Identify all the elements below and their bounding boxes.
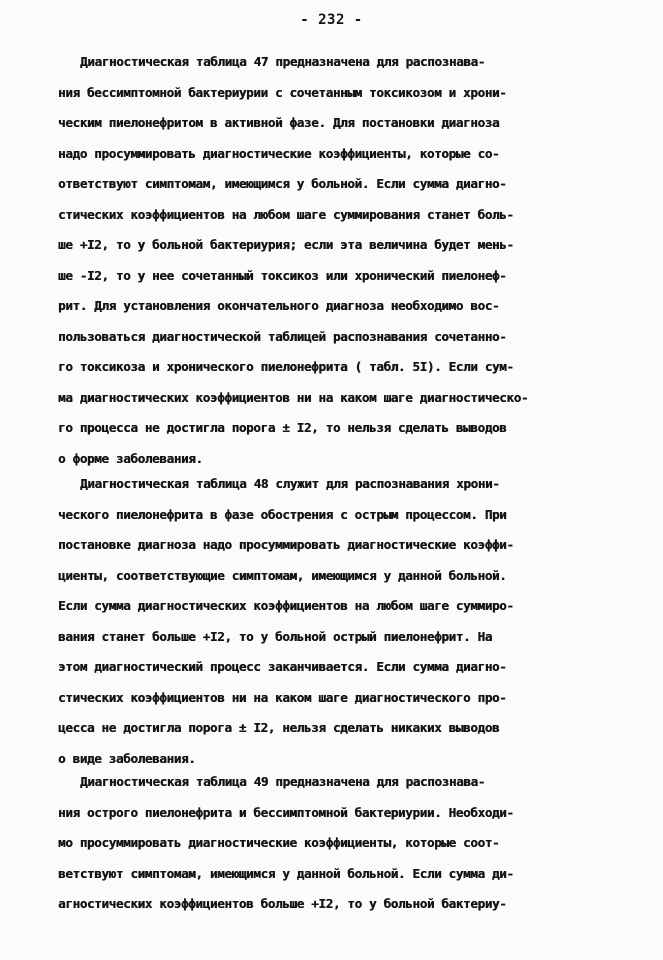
text-line: надо просуммировать диагностические коэффициенты, которые со-	[58, 145, 500, 161]
text-line: ния бессимптомной бактериурии с сочетанным токсикозом и хрони-	[58, 84, 507, 100]
text-line: стических коэффициентов на любом шаге суммирования станет боль-	[58, 206, 514, 222]
text-line: Диагностическая таблица 49 предназначена для распознава-	[80, 774, 485, 789]
text-line: цесса не достигла порога ± I2, нельзя сделать никаких выводов	[58, 720, 500, 735]
text-line: ческого пиелонефрита в фазе обострения с острым процессом. При	[58, 506, 507, 522]
text-line: Если сумма диагностических коэффициентов на любом шаге суммиро-	[58, 598, 514, 613]
text-line: ответствуют симптомам, имеющимся у больной. Если сумма диагно-	[58, 176, 507, 191]
text-line: стических коэффициентов ни на каком шаге диагностического про-	[58, 689, 507, 705]
text-line: ческим пиелонефритом в активной фазе. Для постановки диагноза	[58, 115, 500, 130]
text-line: пользоваться диагностической таблицей распознавания сочетанно-	[58, 328, 507, 344]
text-line: ветствуют симптомам, имеющимся у данной больной. Если сумма ди-	[58, 865, 514, 881]
text-line: вания станет больше +I2, то у больной острый пиелонефрит. На	[58, 628, 492, 644]
text-line: го процесса не достигла порога ± I2, то нельзя сделать выводов	[58, 420, 507, 435]
text-line: ния острого пиелонефрита и бессимптомной бактериурии. Необходи-	[58, 804, 514, 820]
text-line: ма диагностических коэффициентов ни на каком шаге диагностическо-	[58, 389, 529, 405]
text-line: о виде заболевания.	[58, 750, 196, 766]
text-line: ше +I2, то у больной бактериурия; если эта величина будет мень-	[58, 237, 514, 252]
text-line: рит. Для установления окончательного диагноза необходимо вос-	[58, 298, 500, 313]
text-line: Диагностическая таблица 47 предназначена для распознава-	[80, 54, 485, 69]
text-line: циенты, соответствующие симптомам, имеющимся у данной больной.	[58, 567, 507, 583]
text-line: го токсикоза и хронического пиелонефрита ( табл. 5I). Если сум-	[58, 359, 514, 374]
text-line: этом диагностический процесс заканчивается. Если сумма диагно-	[58, 659, 507, 674]
paragraph-table-48	[58, 469, 618, 774]
text-line: агностических коэффициентов больше +I2, то у больной бактериу-	[58, 896, 507, 911]
text-line: постановке диагноза надо просуммировать диагностические коэффи-	[58, 537, 514, 552]
paragraph-table-47	[58, 47, 618, 474]
page-number: - 232 -	[300, 12, 363, 28]
text-line: ше -I2, то у нее сочетанный токсикоз или хронический пиелонеф-	[58, 267, 507, 283]
text-line: мо просуммировать диагностические коэффициенты, которые соот-	[58, 835, 500, 850]
text-line: Диагностическая таблица 48 служит для распознавания хрони-	[80, 476, 500, 491]
text-line: о форме заболевания.	[58, 450, 203, 466]
paragraph-table-49	[58, 767, 618, 920]
